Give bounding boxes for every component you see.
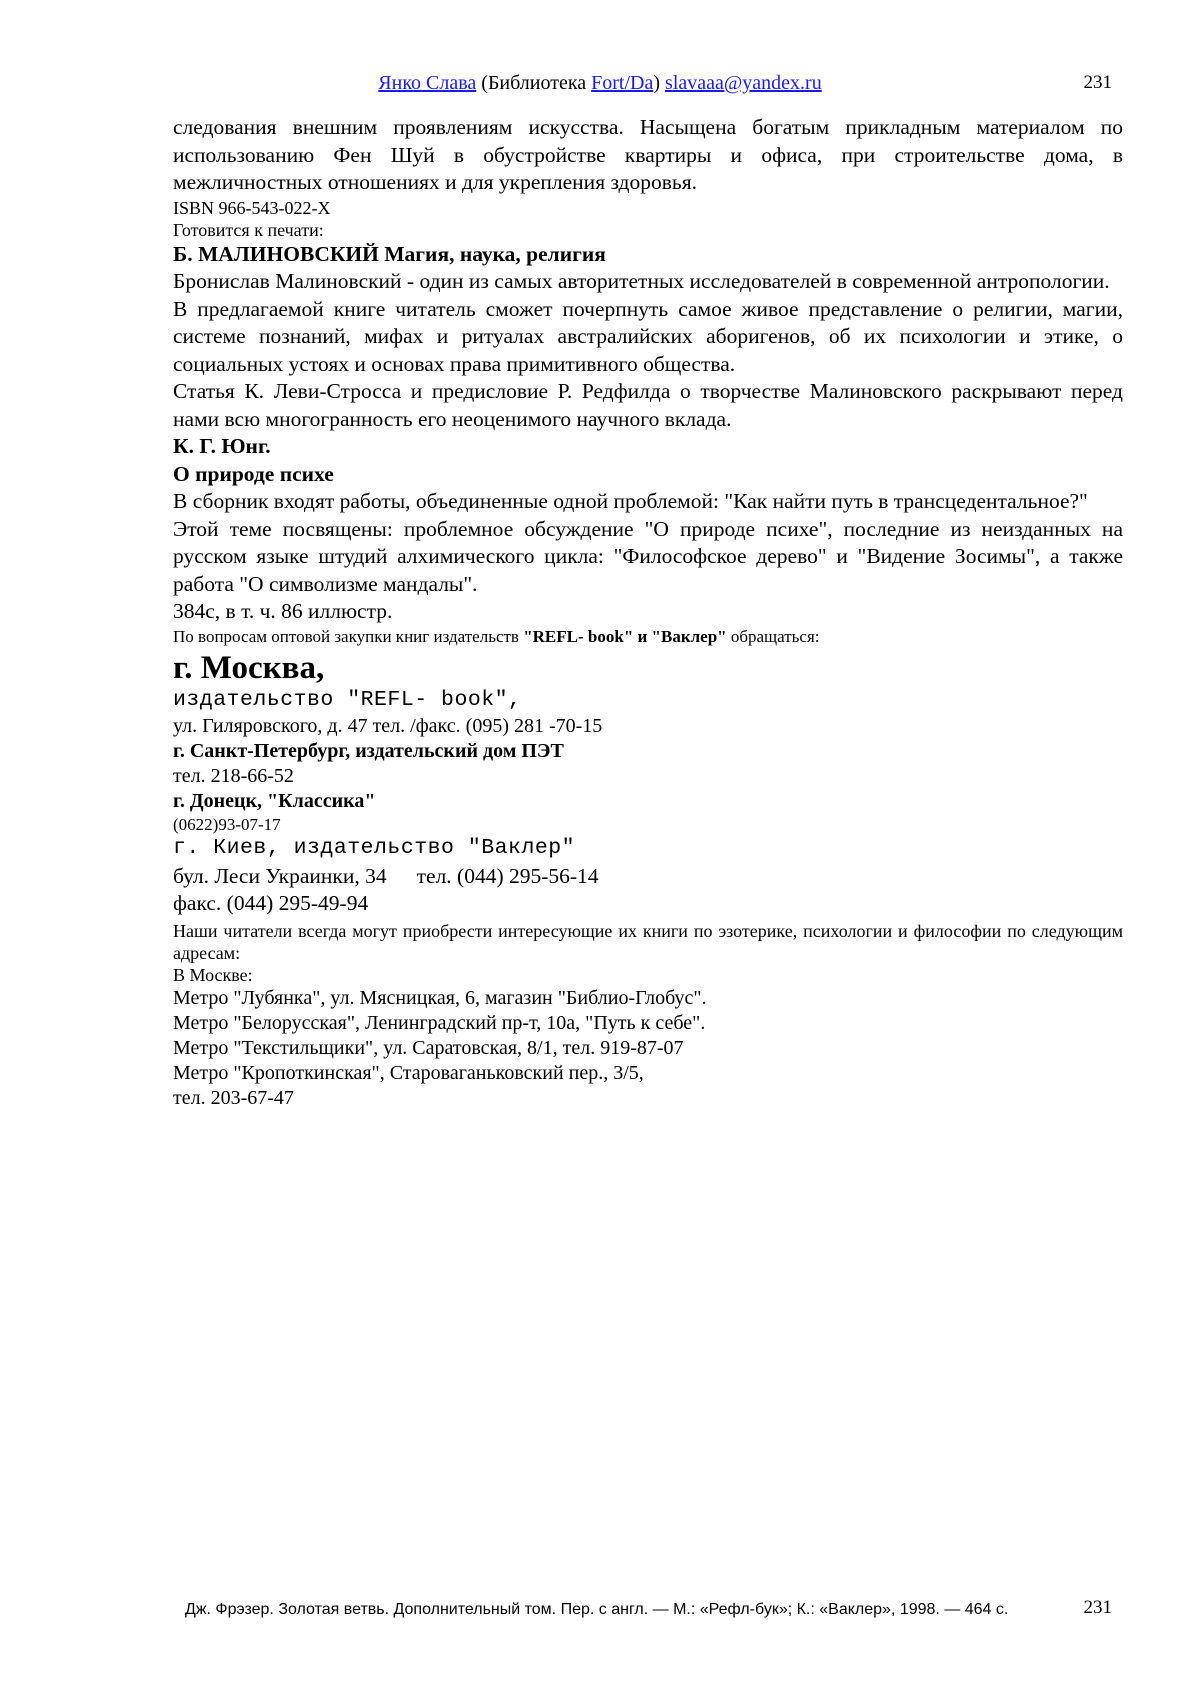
kiev-address: бул. Леси Украинки, 34: [173, 864, 387, 888]
moscow-address: ул. Гиляровского, д. 47 тел. /факс. (095) 281 -70-15: [173, 714, 1123, 739]
spb-phone: тел. 218-66-52: [173, 764, 1123, 789]
donetsk-phone: (0622)93-07-17: [173, 814, 1123, 835]
book1-title: Б. МАЛИНОВСКИЙ Магия, наука, религия: [173, 241, 1123, 269]
library-prefix: (Библиотека: [476, 72, 591, 94]
wholesale-suffix: обращаться:: [727, 627, 820, 646]
kiev-address-line: [173, 863, 1123, 891]
book1-paragraph-1: Бронислав Малиновский - один из самых авторитетных исследователей в современной антропологии.: [173, 268, 1123, 296]
intro-paragraph: следования внешним проявлениям искусства. Насыщена богатым прикладным материалом по использованию Фен Шуй в обустройстве квартиры и офиса, при строительстве дома, в межличностных отношениях и для укрепления здоровья.: [173, 114, 1123, 197]
wholesale-note: [173, 626, 1123, 647]
header-page-number: 231: [1084, 72, 1113, 94]
store-line: Метро "Кропоткинская", Староваганьковский пер., 3/5,: [173, 1061, 1123, 1086]
library-link[interactable]: Fort/Da: [591, 72, 653, 94]
author-link[interactable]: Янко Слава: [378, 72, 476, 94]
kiev-title: г. Киев, издательство "Ваклер": [173, 835, 1123, 863]
book2-author: К. Г. Юнг.: [173, 433, 1123, 461]
page-content: [173, 114, 1123, 1111]
footer-citation: Дж. Фрэзер. Золотая ветвь. Дополнительный том. Пер. с англ. — М.: «Рефл-бук»; К.: «Ваклер», 1998. — 464 с.: [185, 1601, 1008, 1619]
store-line: тел. 203-67-47: [173, 1086, 1123, 1111]
coming-soon-label: Готовится к печати:: [173, 219, 1123, 241]
wholesale-publishers: "REFL- book" и "Ваклер": [523, 627, 726, 646]
email-link[interactable]: slavaaa@yandex.ru: [665, 72, 822, 94]
book1-paragraph-3: Статья К. Леви-Стросса и предисловие Р. Редфилда о творчестве Малиновского раскрывают перед нами всю многогранность его неоценимого научного вклада.: [173, 378, 1123, 433]
kiev-fax: факс. (044) 295-49-94: [173, 890, 1123, 918]
footer-page-number: 231: [1084, 1597, 1113, 1619]
page-header: [0, 72, 1200, 98]
book2-pages: 384с, в т. ч. 86 иллюстр.: [173, 598, 1123, 626]
document-page: [0, 0, 1200, 1698]
donetsk-title: г. Донецк, "Классика": [173, 789, 1123, 814]
store-line: Метро "Белорусская", Ленинградский пр-т, 10а, "Путь к себе".: [173, 1011, 1123, 1036]
book2-paragraph-1: В сборник входят работы, объединенные одной проблемой: "Как найти путь в трансцедентальное?": [173, 488, 1123, 516]
book1-paragraph-2: В предлагаемой книге читатель сможет почерпнуть самое живое представление о религии, магии, системе познаний, мифах и ритуалах австралийских аборигенов, об их психологии и этике, о социальных устоях и основах права примитивного общества.: [173, 296, 1123, 379]
book2-paragraph-2: Этой теме посвящены: проблемное обсуждение "О природе психе", последние из неизданных на русском языке штудий алхимического цикла: "Философское дерево" и "Видение Зосимы", а также работа "О символизме мандалы".: [173, 516, 1123, 599]
store-line: Метро "Текстильщики", ул. Саратовская, 8/1, тел. 919-87-07: [173, 1036, 1123, 1061]
store-line: Метро "Лубянка", ул. Мясницкая, 6, магазин "Библио-Глобус".: [173, 986, 1123, 1011]
stores-city: В Москве:: [173, 964, 1123, 986]
moscow-publisher: издательство "REFL- book",: [173, 687, 1123, 715]
book2-title: О природе психе: [173, 461, 1123, 489]
spb-title: г. Санкт-Петербург, издательский дом ПЭТ: [173, 739, 1123, 764]
isbn: ISBN 966-543-022-X: [173, 197, 1123, 219]
library-suffix: ): [653, 72, 665, 94]
kiev-phone: тел. (044) 295-56-14: [417, 864, 599, 888]
header-citation: [0, 72, 1200, 95]
stores-intro: Наши читатели всегда могут приобрести интересующие их книги по эзотерике, психологии и философии по следующим адресам:: [173, 920, 1123, 964]
moscow-city: г. Москва,: [173, 649, 1123, 687]
wholesale-prefix: По вопросам оптовой закупки книг издательств: [173, 627, 523, 646]
